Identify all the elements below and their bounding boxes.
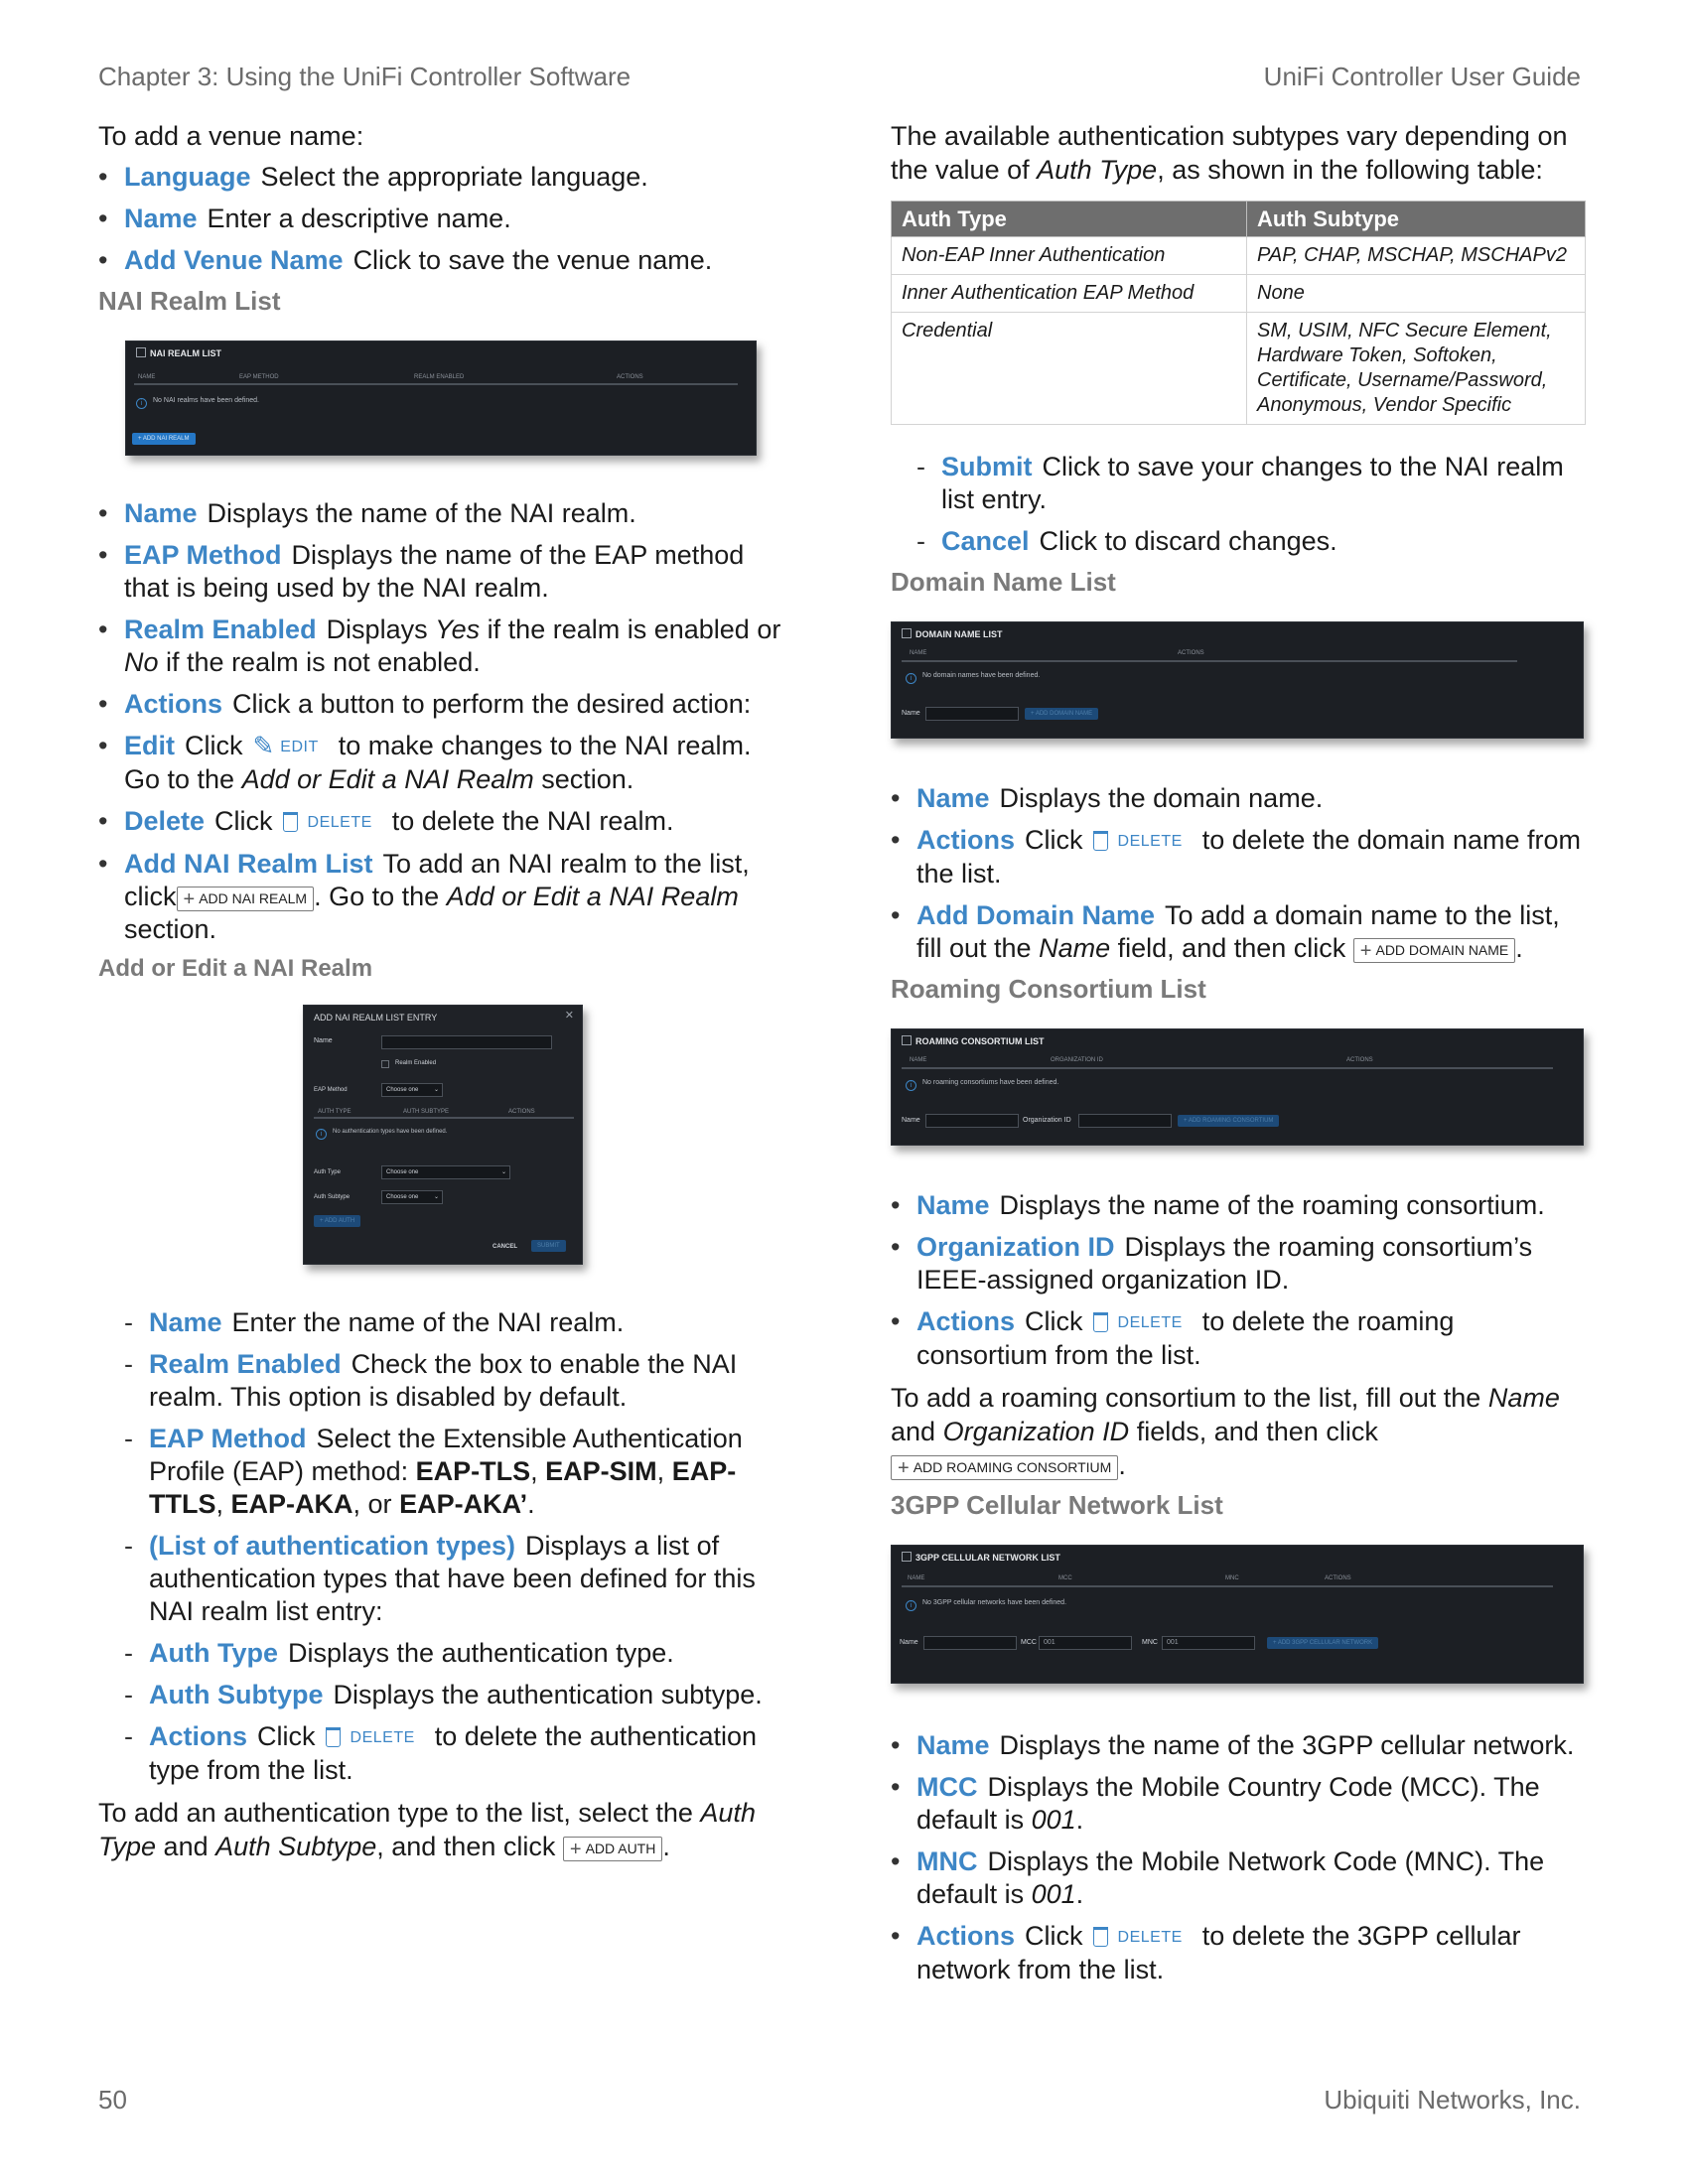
list-item: • EAP Method Displays the name of the EAP method that is being used by the NAI realm. (98, 539, 793, 605)
list-item: • Name Displays the name of the 3GPP cellular network. (891, 1729, 1586, 1762)
add-roaming-consortium-button[interactable]: + ADD ROAMING CONSORTIUM (1178, 1115, 1279, 1127)
venue-intro: To add a venue name: (98, 121, 364, 151)
list-item: • Add Venue Name Click to save the venue name. (98, 244, 793, 277)
table-cell: Inner Authentication EAP Method (892, 275, 1247, 313)
add-nai-realm-dialog-screenshot (303, 1005, 583, 1265)
info-icon: i (906, 1080, 916, 1091)
delete-link[interactable]: DELETE (350, 1729, 415, 1746)
column-header: ACTIONS (617, 374, 643, 380)
cellular-name-input[interactable] (923, 1636, 1017, 1650)
trash-icon (1093, 831, 1108, 851)
cellular-network-screenshot (891, 1545, 1584, 1684)
list-item: • MNC Displays the Mobile Network Code (MNC). The default is 001. (891, 1845, 1586, 1911)
divider (902, 1585, 1553, 1587)
list-item: • Edit Click ✎ EDIT to make changes to the NAI realm. Go to the Add or Edit a NAI Realm section. (98, 730, 793, 796)
list-item: • Organization ID Displays the roaming consortium’s IEEE-assigned organization ID. (891, 1231, 1586, 1297)
list-item: • Name Displays the name of the NAI realm. (98, 497, 793, 530)
table-row (892, 275, 1586, 313)
info-icon: i (136, 398, 147, 409)
subtype-intro: The available authentication subtypes vary depending on the value of Auth Type, as shown in the following table: (891, 121, 1568, 185)
auth-subtype-label: Auth Subtype (314, 1194, 351, 1200)
plus-icon: + (898, 1457, 910, 1479)
mcc-input[interactable]: 001 (1039, 1636, 1132, 1650)
info-icon: i (906, 1600, 916, 1611)
list-item: - Actions Click DELETE to delete the authentication type from the list. (122, 1720, 793, 1787)
mcc-label: MCC (1021, 1639, 1037, 1646)
column-header: ACTIONS (1178, 650, 1204, 656)
chevron-down-icon: ⌄ (433, 1087, 439, 1093)
delete-link[interactable]: DELETE (1117, 1929, 1183, 1946)
column-header: ACTIONS (508, 1109, 535, 1115)
info-icon: i (316, 1129, 327, 1140)
table-cell: SM, USIM, NFC Secure Element, Hardware Token, Softoken, Certificate, Username/Password, Anonymous, Vendor Specific (1247, 313, 1586, 425)
roaming-name-input[interactable] (925, 1114, 1019, 1128)
add-auth-outro: To add an authentication type to the list, select the Auth Type and Auth Subtype, and then click + ADD AUTH . (98, 1798, 756, 1861)
delete-link[interactable]: DELETE (307, 814, 372, 831)
roaming-consortium-screenshot (891, 1028, 1584, 1146)
edit-link[interactable]: EDIT (280, 739, 319, 755)
list-item: - Auth Subtype Displays the authentication subtype. (122, 1679, 793, 1711)
list-item: - Cancel Click to discard changes. (914, 525, 1586, 558)
empty-message: i No NAI realms have been defined. (136, 397, 259, 409)
list-item: • Name Enter a descriptive name. (98, 203, 793, 235)
list-item: • Realm Enabled Displays Yes if the realm is enabled or No if the realm is not enabled. (98, 614, 793, 679)
list-item: - EAP Method Select the Extensible Authentication Profile (EAP) method: EAP-TLS, EAP-SIM, EAP-TTLS, EAP-AKA, or EAP-AKA’. (122, 1423, 793, 1521)
name-label: Name (314, 1037, 333, 1044)
plus-icon: + (569, 1839, 582, 1860)
empty-message: i No 3GPP cellular networks have been defined. (906, 1599, 1066, 1611)
list-item: • Name Displays the name of the roaming consortium. (891, 1189, 1586, 1222)
cellular-network-heading: 3GPP Cellular Network List (891, 1490, 1223, 1520)
chevron-down-icon: ⌄ (500, 1169, 506, 1175)
add-nai-realm-button[interactable]: + ADD NAI REALM (132, 433, 196, 445)
realm-enabled-label: Realm Enabled (395, 1060, 437, 1066)
mnc-input[interactable]: 001 (1162, 1636, 1255, 1650)
table-row (892, 237, 1586, 275)
add-domain-name-inline-button[interactable]: + ADD DOMAIN NAME (1353, 938, 1515, 963)
domain-name-screenshot (891, 621, 1584, 739)
trash-icon (1093, 1312, 1108, 1332)
list-item: • Actions Click a button to perform the desired action: (98, 688, 793, 721)
cellular-panel-title: 3GPP CELLULAR NETWORK LIST (902, 1552, 1060, 1563)
domain-fields-list (891, 782, 1586, 965)
list-item: - Name Enter the name of the NAI realm. (122, 1306, 793, 1339)
list-item: - (List of authentication types) Displays a list of authentication types that have been defined for this NAI realm list entry: (122, 1530, 793, 1628)
realm-enabled-checkbox[interactable] (381, 1060, 389, 1068)
eap-method-select[interactable]: Choose one ⌄ (381, 1083, 443, 1097)
table-cell: Credential (892, 313, 1247, 425)
roaming-panel-title: ROAMING CONSORTIUM LIST (902, 1035, 1045, 1046)
close-icon[interactable]: ✕ (564, 1010, 574, 1022)
list-item: • Delete Click DELETE to delete the NAI realm. (98, 805, 793, 839)
roaming-outro: To add a roaming consortium to the list, fill out the Name and Organization ID fields, and then click + ADD ROAMING CONSORTIUM . (891, 1383, 1560, 1480)
submit-cancel-list (914, 451, 1586, 558)
domain-name-input[interactable] (925, 707, 1019, 721)
list-item: • Name Displays the domain name. (891, 782, 1586, 815)
trash-icon (1093, 1927, 1108, 1947)
divider (134, 383, 738, 385)
plus-icon: + (1359, 940, 1372, 962)
list-item: • Actions Click DELETE to delete the 3GPP cellular network from the list. (891, 1920, 1586, 1986)
roaming-fields-list (891, 1189, 1586, 1372)
column-header: REALM ENABLED (414, 374, 465, 380)
domain-panel-title: DOMAIN NAME LIST (902, 628, 1003, 639)
header-guide-title: UniFi Controller User Guide (1263, 62, 1581, 91)
add-roaming-consortium-inline-button[interactable]: + ADD ROAMING CONSORTIUM (891, 1455, 1118, 1480)
divider (314, 1117, 574, 1119)
list-item: • Add Domain Name To add a domain name to the list, fill out the Name field, and then click + ADD DOMAIN NAME . (891, 899, 1586, 965)
cellular-fields-list (891, 1729, 1586, 1986)
list-item: - Realm Enabled Check the box to enable the NAI realm. This option is disabled by default. (122, 1348, 793, 1414)
column-header: ACTIONS (1325, 1575, 1351, 1581)
name-label: Name (902, 1117, 920, 1124)
add-nai-realm-inline-button[interactable]: + ADD NAI REALM (177, 887, 315, 911)
cancel-button[interactable]: CANCEL (492, 1244, 517, 1250)
name-label: Name (900, 1639, 918, 1646)
column-header: NAME (910, 1057, 927, 1063)
column-header: ACTIONS (1346, 1057, 1373, 1063)
auth-subtype-table (891, 201, 1586, 425)
right-column (891, 119, 1586, 1995)
page-number: 50 (98, 2085, 127, 2115)
column-header: NAME (910, 650, 927, 656)
table-cell: None (1247, 275, 1586, 313)
add-domain-name-button[interactable]: + ADD DOMAIN NAME (1025, 708, 1098, 720)
auth-type-label: Auth Type (314, 1169, 341, 1175)
delete-link[interactable]: DELETE (1117, 1314, 1183, 1331)
list-item: • Add NAI Realm List To add an NAI realm to the list, click + ADD NAI REALM . Go to the Add or Edit a NAI Realm section. (98, 848, 793, 946)
table-cell: PAP, CHAP, MSCHAP, MSCHAPv2 (1247, 237, 1586, 275)
plus-icon: + (183, 888, 196, 910)
nai-fields-list (98, 497, 793, 946)
dialog-title: ADD NAI REALM LIST ENTRY (314, 1013, 438, 1023)
list-item: - Submit Click to save your changes to the NAI realm list entry. (914, 451, 1586, 516)
eap-method-label: EAP Method (314, 1087, 348, 1093)
add-auth-button[interactable]: + ADD AUTH (314, 1215, 360, 1227)
name-input[interactable] (381, 1035, 552, 1049)
table-header: Auth Type (892, 202, 1247, 237)
divider (902, 660, 1517, 662)
footer-company: Ubiquiti Networks, Inc. (1324, 2085, 1581, 2115)
roaming-consortium-heading: Roaming Consortium List (891, 974, 1206, 1004)
chevron-down-icon: ⌄ (433, 1194, 439, 1200)
name-label: Name (902, 710, 920, 717)
table-cell: Non-EAP Inner Authentication (892, 237, 1247, 275)
divider (902, 1067, 1553, 1069)
list-item: • Language Select the appropriate language. (98, 161, 793, 194)
list-item: • MCC Displays the Mobile Country Code (MCC). The default is 001. (891, 1771, 1586, 1837)
domain-name-heading: Domain Name List (891, 567, 1116, 597)
header-chapter: Chapter 3: Using the UniFi Controller Software (98, 62, 632, 91)
empty-message: i No roaming consortiums have been defined. (906, 1079, 1058, 1091)
auth-type-select[interactable]: Choose one ⌄ (381, 1165, 510, 1179)
column-header: ORGANIZATION ID (1051, 1057, 1103, 1063)
nai-realm-screenshot (125, 341, 757, 456)
table-header: Auth Subtype (1247, 202, 1586, 237)
auth-subtype-select[interactable]: Choose one ⌄ (381, 1190, 443, 1204)
pencil-icon: ✎ (252, 731, 275, 760)
column-header: NAME (908, 1575, 925, 1581)
empty-message: i No domain names have been defined. (906, 672, 1040, 684)
mnc-label: MNC (1142, 1639, 1158, 1646)
add-auth-inline-button[interactable]: + ADD AUTH (563, 1837, 662, 1861)
left-column (98, 119, 793, 1871)
add-cellular-network-button[interactable]: + ADD 3GPP CELLULAR NETWORK (1267, 1637, 1378, 1649)
nai-realm-panel-title: NAI REALM LIST (136, 347, 221, 358)
column-header: EAP METHOD (239, 374, 279, 380)
column-header: MNC (1225, 1575, 1239, 1581)
column-header: AUTH SUBTYPE (403, 1109, 450, 1115)
edit-fields-list (122, 1306, 793, 1787)
table-row (892, 313, 1586, 425)
column-header: NAME (138, 374, 156, 380)
info-icon: i (906, 673, 916, 684)
org-id-label: Organization ID (1023, 1117, 1071, 1124)
list-item: - Auth Type Displays the authentication type. (122, 1637, 793, 1670)
list-item: • Actions Click DELETE to delete the domain name from the list. (891, 824, 1586, 890)
trash-icon (283, 812, 298, 832)
trash-icon (326, 1727, 341, 1747)
org-id-input[interactable] (1078, 1114, 1172, 1128)
delete-link[interactable]: DELETE (1117, 833, 1183, 850)
column-header: AUTH TYPE (318, 1109, 352, 1115)
venue-list (98, 161, 793, 277)
nai-realm-heading: NAI Realm List (98, 286, 281, 316)
column-header: MCC (1058, 1575, 1072, 1581)
submit-button[interactable]: SUBMIT (531, 1240, 566, 1252)
empty-message: i No authentication types have been defined. (316, 1129, 447, 1140)
list-item: • Actions Click DELETE to delete the roaming consortium from the list. (891, 1305, 1586, 1372)
add-edit-nai-heading: Add or Edit a NAI Realm (98, 955, 373, 982)
